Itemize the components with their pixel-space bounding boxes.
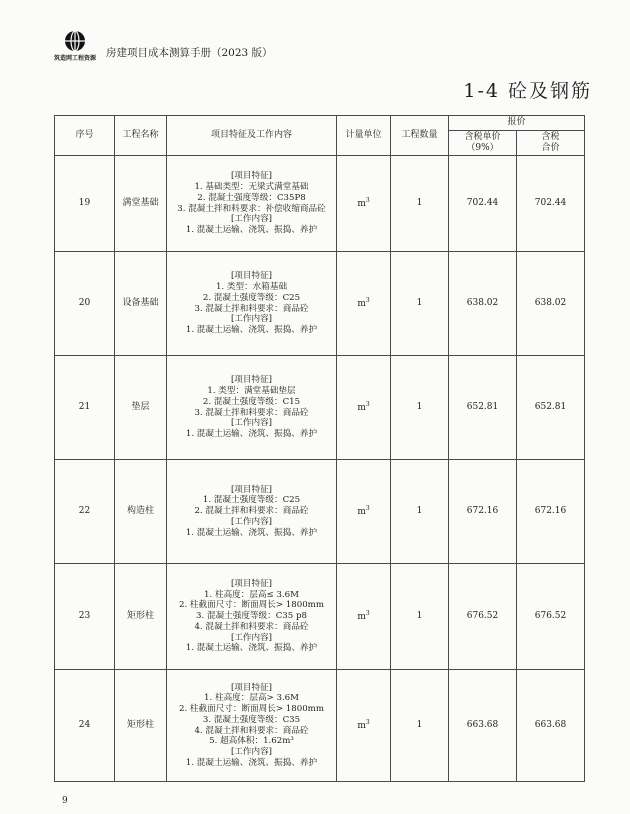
header-seq: 序号 [55,116,115,156]
feature-line: [项目特征] [230,682,273,693]
logo-text: 筑造网工程资源 [53,55,96,62]
feature-line: [工作内容] [230,418,273,429]
table-row [55,356,585,460]
unit-base: m [357,720,366,731]
row-name: 满堂基础 [115,156,167,252]
feature-line: 3. 混凝土强度等级：C35 p8 [196,611,307,622]
row-name: 垫层 [115,356,167,460]
row-total: 676.52 [517,564,585,670]
unit-exponent: 3 [365,504,370,512]
feature-line: [项目特征] [230,375,273,386]
row-seq: 19 [55,156,115,252]
feature-line: 1. 混凝土运输、浇筑、振捣、养护 [185,643,318,654]
header-unit-price-line2: （9%） [466,143,499,153]
unit-base: m [357,402,366,413]
row-qty: 1 [391,252,449,356]
feature-line: 4. 混凝土拌和料要求：商品砼 [194,621,309,632]
cost-table [54,115,585,782]
feature-line: [项目特征] [230,271,273,282]
row-unit [337,460,391,564]
row-qty: 1 [391,670,449,782]
feature-line: 2. 混凝土强度等级：C35P8 [197,192,306,203]
unit-base: m [357,506,366,517]
table-row [55,252,585,356]
row-features [167,252,337,356]
row-seq: 23 [55,564,115,670]
feature-line: 1. 混凝土运输、浇筑、振捣、养护 [185,428,318,439]
feature-line: 2. 混凝土拌和料要求：商品砼 [194,506,309,517]
feature-line: 3. 混凝土拌和料要求：补偿收缩商品砼 [177,203,326,214]
row-unit-price: 663.68 [449,670,517,782]
feature-line: 2. 混凝土强度等级：C15 [202,396,301,407]
row-unit [337,670,391,782]
feature-line: 1. 混凝土运输、浇筑、振捣、养护 [185,527,318,538]
row-qty: 1 [391,564,449,670]
publisher-logo [46,30,104,62]
row-features [167,156,337,252]
feature-line: [工作内容] [230,516,273,527]
table-row [55,460,585,564]
unit-exponent: 3 [365,718,370,726]
row-unit-price: 672.16 [449,460,517,564]
feature-line: 2. 混凝土强度等级：C25 [202,292,301,303]
row-unit [337,252,391,356]
header-qty: 工程数量 [391,116,449,156]
row-unit [337,156,391,252]
row-features [167,564,337,670]
header-total-line2: 合价 [541,143,560,153]
section-title: 1-4 砼及钢筋 [463,80,592,102]
row-total: 672.16 [517,460,585,564]
header-unit-price-line1: 含税单价 [464,131,501,142]
feature-line: [项目特征] [230,171,273,182]
feature-line: [工作内容] [230,314,273,325]
table-row [55,670,585,782]
row-total: 638.02 [517,252,585,356]
feature-line: 1. 混凝土强度等级：C25 [202,495,301,506]
row-seq: 24 [55,670,115,782]
unit-base: m [357,298,366,309]
document-title: 房建项目成本测算手册（2023 版） [106,47,273,59]
row-total: 652.81 [517,356,585,460]
feature-line: [工作内容] [230,632,273,643]
header-feature: 项目特征及工作内容 [167,116,337,156]
row-unit-price: 652.81 [449,356,517,460]
row-seq: 20 [55,252,115,356]
feature-line: 1. 混凝土运输、浇筑、振捣、养护 [185,224,318,235]
feature-line: 1. 类型：水箱基础 [215,282,288,293]
table-body [55,156,585,782]
header-name: 工程名称 [115,116,167,156]
unit-base: m [357,611,366,622]
feature-line: 1. 柱高度：层高> 3.6M [204,693,299,704]
row-total: 702.44 [517,156,585,252]
feature-line: 2. 柱截面尺寸：断面周长> 1800mm [179,600,324,611]
unit-exponent: 3 [365,296,370,304]
feature-line: [工作内容] [230,214,273,225]
feature-line: 3. 混凝土强度等级：C35 [202,714,301,725]
feature-line: 1. 柱高度：层高≤ 3.6M [204,589,299,600]
row-name: 设备基础 [115,252,167,356]
row-seq: 22 [55,460,115,564]
header-price-group: 报价 [449,116,585,131]
row-qty: 1 [391,356,449,460]
feature-line: 4. 混凝土拌和料要求：商品砼 [194,725,309,736]
feature-line: 5. 超高体积：1.62m³ [209,736,294,747]
row-unit [337,356,391,460]
row-unit-price: 638.02 [449,252,517,356]
feature-line: 1. 类型：满堂基础垫层 [207,386,296,397]
row-features [167,670,337,782]
row-unit [337,564,391,670]
unit-base: m [357,198,366,209]
row-features [167,460,337,564]
feature-line: 1. 基础类型：无梁式满堂基础 [194,182,309,193]
row-unit-price: 676.52 [449,564,517,670]
row-name: 构造柱 [115,460,167,564]
feature-line: 2. 柱截面尺寸：断面周长> 1800mm [179,704,324,715]
row-total: 663.68 [517,670,585,782]
row-qty: 1 [391,460,449,564]
row-qty: 1 [391,156,449,252]
feature-line: 3. 混凝土拌和料要求：商品砼 [194,303,309,314]
row-unit-price: 702.44 [449,156,517,252]
feature-line: [项目特征] [230,578,273,589]
unit-exponent: 3 [365,400,370,408]
unit-exponent: 3 [365,196,370,204]
feature-line: 3. 混凝土拌和料要求：商品砼 [194,407,309,418]
header-unit: 计量单位 [337,116,391,156]
header-unit-price [449,131,517,156]
unit-exponent: 3 [365,609,370,617]
table-row [55,564,585,670]
row-name: 矩形柱 [115,564,167,670]
header-total-line1: 含税 [541,131,560,142]
row-features [167,356,337,460]
page-number: 9 [62,796,68,806]
feature-line: 1. 混凝土运输、浇筑、振捣、养护 [185,757,318,768]
table-row [55,156,585,252]
row-name: 矩形柱 [115,670,167,782]
header-total [517,131,585,156]
feature-line: [工作内容] [230,746,273,757]
page-header [46,30,606,70]
globe-logo-icon [64,30,86,52]
feature-line: [项目特征] [230,484,273,495]
feature-line: 1. 混凝土运输、浇筑、振捣、养护 [185,324,318,335]
row-seq: 21 [55,356,115,460]
